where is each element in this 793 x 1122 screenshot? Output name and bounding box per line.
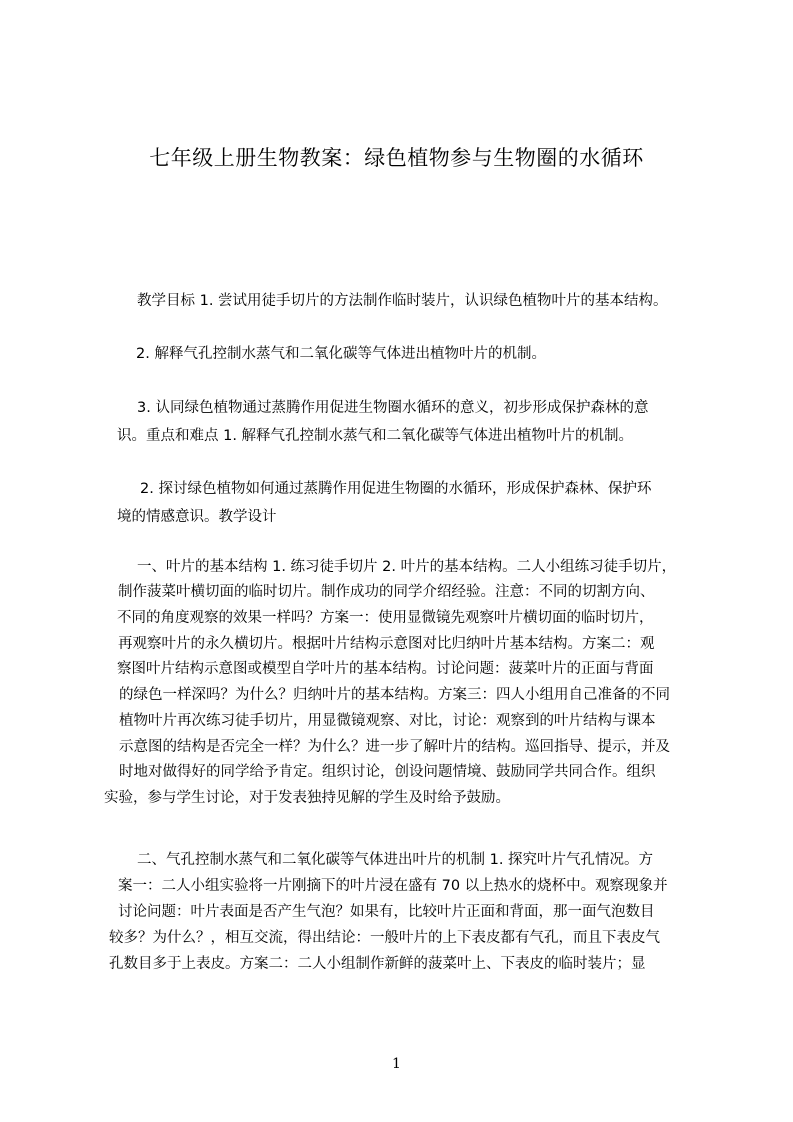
paragraph-line: 境的情感意识。教学设计	[117, 509, 277, 525]
paragraph-line: 的绿色一样深吗？为什么？归纳叶片的基本结构。方案三：四人小组用自己准备的不同	[119, 687, 670, 703]
paragraph-line: 识。重点和难点 1. 解释气孔控制水蒸气和二氧化碳等气体进出植物叶片的机制。	[117, 428, 634, 444]
paragraph-line: 案一：二人小组实验将一片刚摘下的叶片浸在盛有 70 以上热水的烧杯中。观察现象并	[118, 878, 668, 894]
paragraph-line: 不同的角度观察的效果一样吗？方案一：使用显微镜先观察叶片横切面的临时切片，	[117, 610, 654, 626]
paragraph-line: 察图叶片结构示意图或模型自学叶片的基本结构。讨论问题：菠菜叶片的正面与背面	[117, 661, 654, 677]
paragraph-line: 孔数目多于上表皮。方案二：二人小组制作新鲜的菠菜叶上、下表皮的临时装片；显	[109, 956, 646, 972]
page-number: 1	[392, 1056, 401, 1072]
paragraph-line: 时地对做得好的同学给予肯定。组织讨论，创设问题情境、鼓励同学共同合作。组织	[119, 764, 656, 780]
paragraph-line: 示意图的结构是否完全一样？为什么？进一步了解叶片的结构。巡回指导、提示，并及	[119, 739, 670, 755]
paragraph-line: 一、叶片的基本结构 1. 练习徒手切片 2. 叶片的基本结构。二人小组练习徒手切片，	[137, 559, 677, 575]
paragraph-line: 2. 探讨绿色植物如何通过蒸腾作用促进生物圈的水循环，形成保护森林、保护环	[140, 481, 652, 497]
paragraph-line: 制作菠菜叶横切面的临时切片。制作成功的同学介绍经验。注意：不同的切割方向、	[118, 584, 655, 600]
paragraph-line: 实验，参与学生讨论，对于发表独持见解的学生及时给予鼓励。	[104, 790, 510, 806]
paragraph-line: 植物叶片再次练习徒手切片，用显微镜观察、对比，讨论：观察到的叶片结构与课本	[119, 713, 656, 729]
paragraph-line: 再观察叶片的永久横切片。根据叶片结构示意图对比归纳叶片基本结构。方案二：观	[118, 636, 655, 652]
paragraph-line: 较多？为什么？，相互交流，得出结论：一般叶片的上下表皮都有气孔，而且下表皮气	[109, 930, 660, 946]
paragraph-line: 2. 解释气孔控制水蒸气和二氧化碳等气体进出植物叶片的机制。	[136, 346, 546, 362]
paragraph-line: 3. 认同绿色植物通过蒸腾作用促进生物圈水循环的意义，初步形成保护森林的意	[137, 400, 649, 416]
document-title: 七年级上册生物教案：绿色植物参与生物圈的水循环	[149, 146, 644, 170]
paragraph-line: 教学目标 1. 尝试用徒手切片的方法制作临时装片，认识绿色植物叶片的基本结构。	[137, 293, 668, 309]
paragraph-line: 二、气孔控制水蒸气和二氧化碳等气体进出叶片的机制 1. 探究叶片气孔情况。方	[137, 852, 654, 868]
paragraph-line: 讨论问题：叶片表面是否产生气泡？如果有，比较叶片正面和背面，那一面气泡数目	[118, 904, 655, 920]
